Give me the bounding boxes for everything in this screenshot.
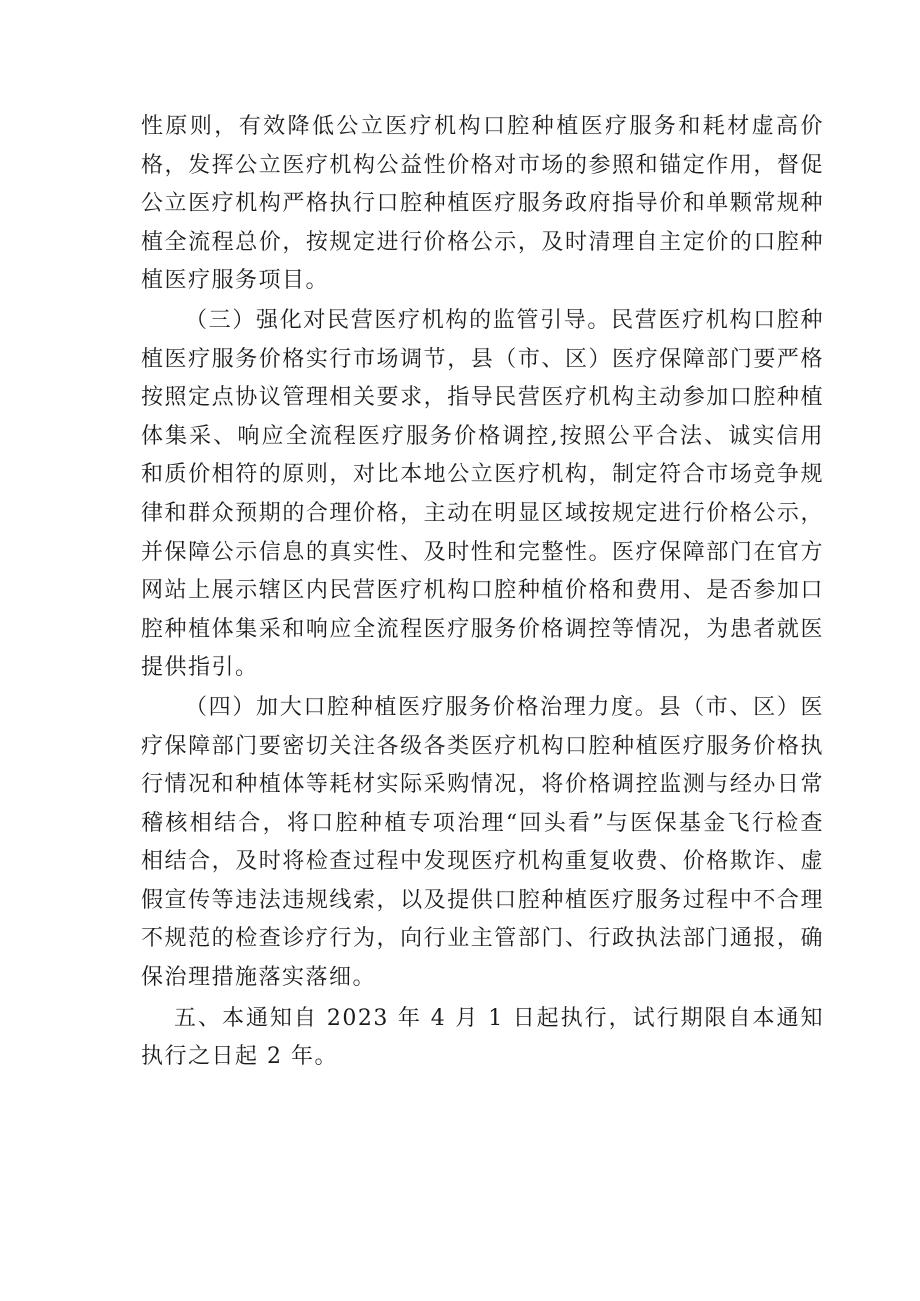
paragraph-section-5: 五、本通知自 2023 年 4 月 1 日起执行，试行期限自本通知执行之日起 2 年。 (141, 1005, 824, 1070)
paragraph-section-4: （四）加大口腔种植医疗服务价格治理力度。县（市、区）医疗保障部门要密切关注各级各类医疗机构口腔种植医疗服务价格执行情况和种植体等耗材实际采购情况，将价格调控监测与经办日常稽核相结合，将口腔种植专项治理“回头看”与医保基金飞行检查相结合，及时将检查过程中发现医疗机构重复收费、价格欺诈、虚假宣传等违法违规线索，以及提供口腔种植医疗服务过程中不合理不规范的检查诊疗行为，向行业主管部门、行政执法部门通报，确保治理措施落实落细。 (141, 694, 824, 991)
paragraph-continued: 性原则，有效降低公立医疗机构口腔种植医疗服务和耗材虚高价格，发挥公立医疗机构公益性价格对市场的参照和锚定作用，督促公立医疗机构严格执行口腔种植医疗服务政府指导价和单颗常规种植全流程总价，按规定进行价格公示，及时清理自主定价的口腔种植医疗服务项目。 (141, 114, 824, 294)
paragraph-section-3: （三）强化对民营医疗机构的监管引导。民营医疗机构口腔种植医疗服务价格实行市场调节，县（市、区）医疗保障部门要严格按照定点协议管理相关要求，指导民营医疗机构主动参加口腔种植体集采、响应全流程医疗服务价格调控,按照公平合法、诚实信用和质价相符的原则，对比本地公立医疗机构，制定符合市场竞争规律和群众预期的合理价格，主动在明显区域按规定进行价格公示，并保障公示信息的真实性、及时性和完整性。医疗保障部门在官方网站上展示辖区内民营医疗机构口腔种植价格和费用、是否参加口腔种植体集采和响应全流程医疗服务价格调控等情况，为患者就医提供指引。 (141, 307, 824, 681)
